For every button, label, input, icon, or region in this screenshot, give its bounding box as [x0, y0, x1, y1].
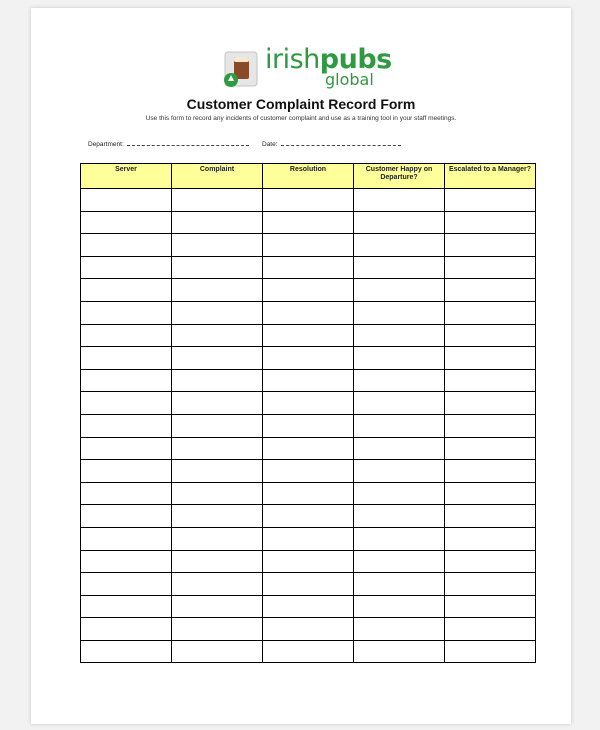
table-cell[interactable] — [172, 369, 263, 392]
table-cell[interactable] — [263, 482, 354, 505]
form-title: Customer Complaint Record Form — [186, 96, 416, 112]
table-cell[interactable] — [81, 301, 172, 324]
table-cell[interactable] — [445, 347, 536, 370]
table-row — [81, 595, 536, 618]
table-row — [81, 301, 536, 324]
table-cell[interactable] — [354, 347, 445, 370]
table-cell[interactable] — [445, 324, 536, 347]
table-cell[interactable] — [354, 256, 445, 279]
date-label: Date: — [262, 141, 278, 148]
table-cell[interactable] — [263, 234, 354, 257]
table-cell[interactable] — [81, 279, 172, 302]
department-label: Department: — [88, 141, 124, 148]
table-cell[interactable] — [81, 392, 172, 415]
table-row — [81, 550, 536, 573]
table-row — [81, 347, 536, 370]
table-cell[interactable] — [172, 640, 263, 663]
column-header: Customer Happy on Departure? — [354, 164, 445, 189]
table-cell[interactable] — [354, 279, 445, 302]
table-cell[interactable] — [445, 437, 536, 460]
table-cell[interactable] — [445, 369, 536, 392]
table-cell[interactable] — [172, 347, 263, 370]
table-cell[interactable] — [445, 482, 536, 505]
table-cell[interactable] — [354, 573, 445, 596]
table-cell[interactable] — [263, 369, 354, 392]
table-cell[interactable] — [445, 640, 536, 663]
table-cell[interactable] — [445, 414, 536, 437]
logo-word-light: irish — [265, 44, 320, 75]
table-cell[interactable] — [172, 482, 263, 505]
table-cell[interactable] — [81, 527, 172, 550]
table-row — [81, 324, 536, 347]
table-cell[interactable] — [81, 640, 172, 663]
table-row — [81, 369, 536, 392]
table-cell[interactable] — [81, 618, 172, 641]
table-cell[interactable] — [172, 414, 263, 437]
table-cell[interactable] — [263, 414, 354, 437]
table-row — [81, 437, 536, 460]
table-cell[interactable] — [263, 437, 354, 460]
table-cell[interactable] — [354, 301, 445, 324]
table-cell[interactable] — [354, 324, 445, 347]
table-cell[interactable] — [354, 414, 445, 437]
table-cell[interactable] — [354, 460, 445, 483]
table-cell[interactable] — [263, 347, 354, 370]
table-cell[interactable] — [263, 595, 354, 618]
date-blank[interactable] — [281, 139, 401, 146]
table-row — [81, 414, 536, 437]
column-header: Complaint — [172, 164, 263, 189]
table-cell[interactable] — [81, 595, 172, 618]
table-cell[interactable] — [263, 550, 354, 573]
table-cell[interactable] — [172, 437, 263, 460]
table-cell[interactable] — [263, 392, 354, 415]
table-cell[interactable] — [81, 347, 172, 370]
table-cell[interactable] — [172, 527, 263, 550]
table-cell[interactable] — [81, 460, 172, 483]
table-cell[interactable] — [172, 234, 263, 257]
table-cell[interactable] — [172, 573, 263, 596]
table-cell[interactable] — [263, 618, 354, 641]
table-row — [81, 527, 536, 550]
column-header: Escalated to a Manager? — [445, 164, 536, 189]
column-header: Resolution — [263, 164, 354, 189]
column-header: Server — [81, 164, 172, 189]
table-cell[interactable] — [263, 324, 354, 347]
logo-subtitle: global — [325, 70, 374, 89]
table-cell[interactable] — [81, 189, 172, 212]
department-field — [88, 139, 249, 148]
department-blank[interactable] — [127, 139, 249, 146]
table-cell[interactable] — [263, 211, 354, 234]
table-cell[interactable] — [445, 595, 536, 618]
table-cell[interactable] — [354, 505, 445, 528]
logo-wordmark — [265, 46, 392, 73]
table-cell[interactable] — [172, 301, 263, 324]
table-cell[interactable] — [354, 392, 445, 415]
table-cell[interactable] — [172, 256, 263, 279]
table-cell[interactable] — [263, 505, 354, 528]
table-row — [81, 211, 536, 234]
table-header-row — [81, 164, 536, 189]
table-cell[interactable] — [263, 573, 354, 596]
table-cell[interactable] — [354, 482, 445, 505]
table-cell[interactable] — [81, 234, 172, 257]
date-field — [262, 139, 401, 148]
table-cell[interactable] — [354, 550, 445, 573]
table-row — [81, 234, 536, 257]
table-row — [81, 618, 536, 641]
table-body — [81, 189, 536, 663]
table-cell[interactable] — [81, 211, 172, 234]
table-row — [81, 573, 536, 596]
table-row — [81, 392, 536, 415]
form-page — [31, 8, 571, 724]
table-cell[interactable] — [172, 279, 263, 302]
table-cell[interactable] — [354, 211, 445, 234]
table-cell[interactable] — [81, 482, 172, 505]
table-cell[interactable] — [263, 279, 354, 302]
logo-word-bold: pubs — [319, 44, 392, 75]
table-cell[interactable] — [445, 392, 536, 415]
table-cell[interactable] — [354, 640, 445, 663]
table-cell[interactable] — [172, 505, 263, 528]
table-row — [81, 505, 536, 528]
table-row — [81, 256, 536, 279]
table-cell[interactable] — [354, 234, 445, 257]
table-cell[interactable] — [445, 211, 536, 234]
table-cell[interactable] — [445, 256, 536, 279]
table-cell[interactable] — [354, 369, 445, 392]
table-cell[interactable] — [263, 460, 354, 483]
table-cell[interactable] — [445, 234, 536, 257]
table-cell[interactable] — [354, 527, 445, 550]
table-cell[interactable] — [263, 527, 354, 550]
table-cell[interactable] — [172, 189, 263, 212]
form-instructions: Use this form to record any incidents of customer complaint and use as a training tool in your staff meetings. — [145, 115, 457, 122]
table-cell[interactable] — [445, 189, 536, 212]
table-cell[interactable] — [81, 437, 172, 460]
table-cell[interactable] — [263, 301, 354, 324]
table-cell[interactable] — [354, 618, 445, 641]
table-row — [81, 460, 536, 483]
table-cell[interactable] — [81, 256, 172, 279]
table-cell[interactable] — [354, 437, 445, 460]
complaint-record-table — [80, 163, 536, 663]
table-row — [81, 640, 536, 663]
table-cell[interactable] — [172, 392, 263, 415]
table-cell[interactable] — [81, 324, 172, 347]
table-cell[interactable] — [445, 301, 536, 324]
table-cell[interactable] — [445, 618, 536, 641]
table-cell[interactable] — [445, 505, 536, 528]
table-cell[interactable] — [445, 527, 536, 550]
table-row — [81, 482, 536, 505]
table-cell[interactable] — [81, 573, 172, 596]
table-cell[interactable] — [172, 211, 263, 234]
table-cell[interactable] — [445, 573, 536, 596]
pint-glass-icon — [221, 50, 261, 90]
table-row — [81, 279, 536, 302]
table-cell[interactable] — [81, 505, 172, 528]
table-cell[interactable] — [445, 279, 536, 302]
irishpubs-logo — [221, 44, 421, 96]
table-cell[interactable] — [263, 189, 354, 212]
table-cell[interactable] — [172, 618, 263, 641]
table-cell[interactable] — [445, 550, 536, 573]
table-cell[interactable] — [263, 256, 354, 279]
table-cell[interactable] — [172, 460, 263, 483]
table-cell[interactable] — [172, 324, 263, 347]
table-cell[interactable] — [445, 460, 536, 483]
table-row — [81, 189, 536, 212]
table-cell[interactable] — [172, 595, 263, 618]
table-cell[interactable] — [172, 550, 263, 573]
table-cell[interactable] — [81, 414, 172, 437]
table-cell[interactable] — [81, 369, 172, 392]
table-cell[interactable] — [354, 595, 445, 618]
table-cell[interactable] — [354, 189, 445, 212]
table-cell[interactable] — [263, 640, 354, 663]
table-cell[interactable] — [81, 550, 172, 573]
